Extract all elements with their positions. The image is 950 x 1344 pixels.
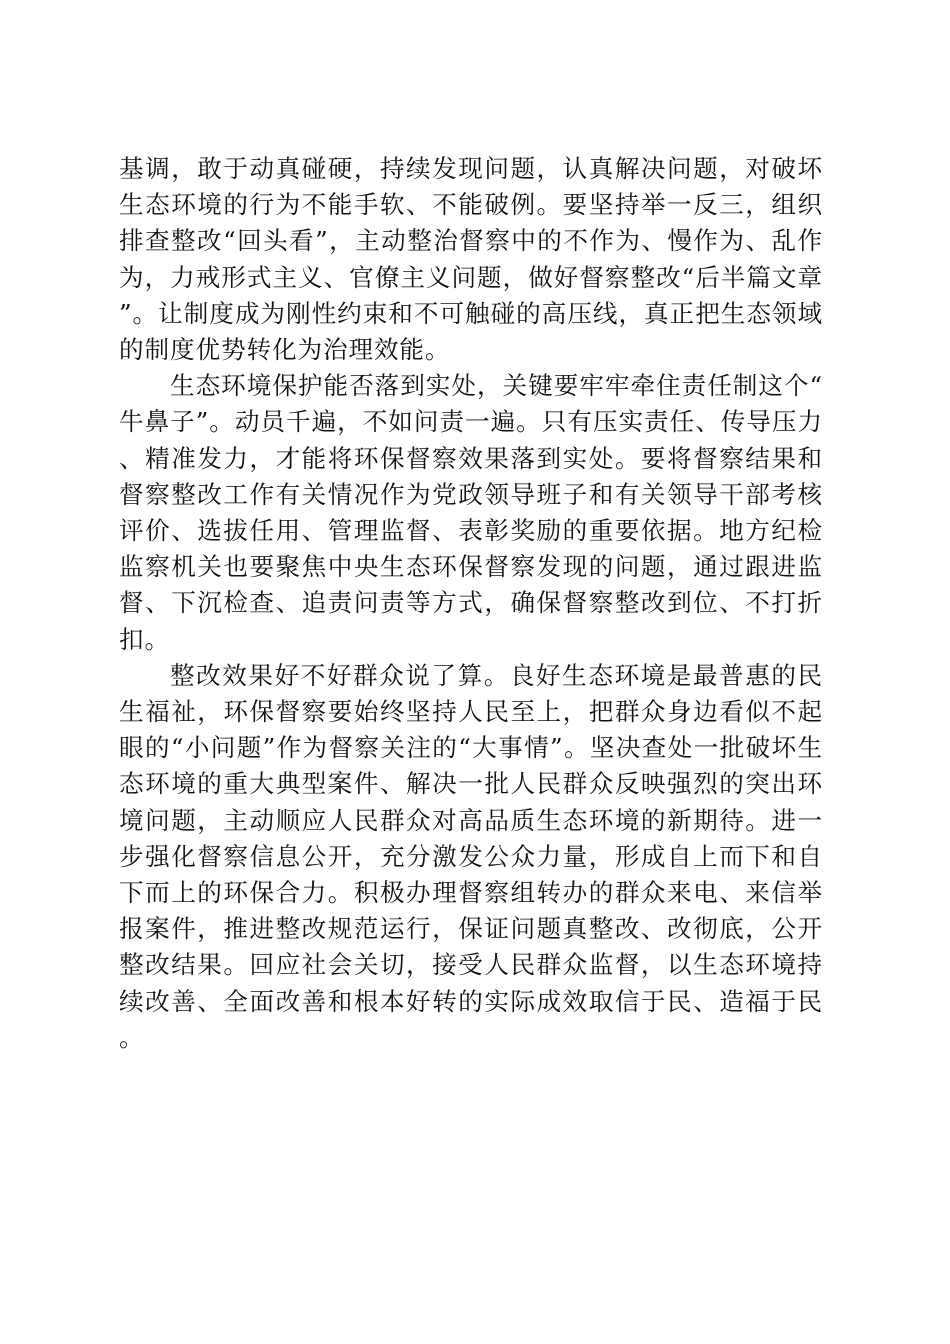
- paragraph-public-supervision: 整改效果好不好群众说了算。良好生态环境是最普惠的民生福祉，环保督察要始终坚持人民至上，把群众身边看似不起眼的“小问题”作为督察关注的“大事情”。坚决查处一批破坏生态环境的重大典型案件、解决一批人民群众反映强烈的突出环境问题，主动顺应人民群众对高品质生态环境的新期待。进一步强化督察信息公开，充分激发公众力量，形成自上而下和自下而上的环保合力。积极办理督察组转办的群众来电、来信举报案件，推进整改规范运行，保证问题真整改、改彻底，公开整改结果。回应社会关切，接受人民群众监督，以生态环境持续改善、全面改善和根本好转的实际成效取信于民、造福于民。: [119, 660, 823, 1052]
- paragraph-continued: 基调，敢于动真碰硬，持续发现问题，认真解决问题，对破坏生态环境的行为不能手软、不能破例。要坚持举一反三，组织排查整改“回头看”，主动整治督察中的不作为、慢作为、乱作为，力戒形式主义、官僚主义问题，做好督察整改“后半篇文章”。让制度成为刚性约束和不可触碰的高压线，真正把生态领域的制度优势转化为治理效能。: [119, 154, 823, 365]
- paragraph-responsibility: 生态环境保护能否落到实处，关键要牢牢牵住责任制这个“牛鼻子”。动员千遍，不如问责一遍。只有压实责任、传导压力、精准发力，才能将环保督察效果落到实处。要将督察结果和督察整改工作有关情况作为党政领导班子和有关领导干部考核评价、选拔任用、管理监督、表彰奖励的重要依据。地方纪检监察机关也要聚焦中央生态环保督察发现的问题，通过跟进监督、下沉检查、追责问责等方式，确保督察整改到位、不打折扣。: [119, 371, 823, 654]
- document-body: [119, 151, 823, 1056]
